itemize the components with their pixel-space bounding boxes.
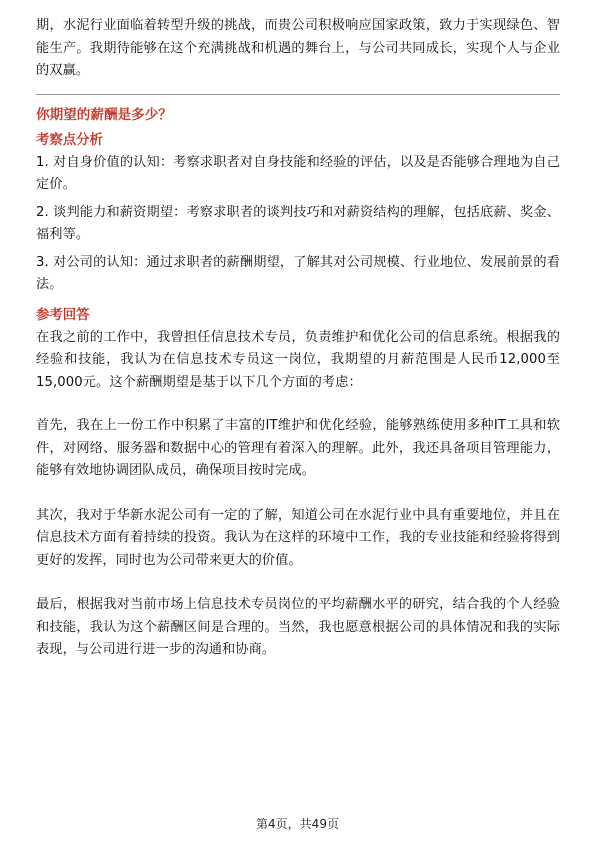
question-heading: 你期望的薪酬是多少？	[36, 106, 172, 123]
section-divider	[36, 94, 560, 95]
answer-title: 参考回答	[36, 307, 90, 323]
page-content	[36, 15, 560, 662]
intro-paragraph: 期，水泥行业面临着转型升级的挑战，而贵公司积极响应国家政策，致力于实现绿色、智能生产。我期待能够在这个充满挑战和机遇的舞台上，与公司共同成长，实现个人与企业的双赢。	[36, 18, 560, 78]
answer-paragraph: 首先，我在上一份工作中积累了丰富的IT维护和优化经验，能够熟练使用多种IT工具和软件，对网络、服务器和数据中心的管理有着深入的理解。此外，我还具备项目管理能力，能够有效地协调团队成员，确保项目按时完成。	[36, 418, 560, 478]
analysis-title: 考察点分析	[36, 132, 103, 148]
answer-body	[36, 327, 560, 662]
page-number-footer: 第4页，共49页	[256, 817, 339, 831]
answer-paragraph: 最后，根据我对当前市场上信息技术专员岗位的平均薪酬水平的研究，结合我的个人经验和技能，我认为这个薪酬区间是合理的。当然，我也愿意根据公司的具体情况和我的实际表现，与公司进行进一步的沟通和协商。	[36, 597, 560, 657]
analysis-item: 1. 对自身价值的认知：考察求职者对自身技能和经验的评估，以及是否能够合理地为自己定价。	[36, 154, 560, 192]
analysis-item: 2. 谈判能力和薪资期望：考察求职者的谈判技巧和对薪资结构的理解，包括底薪、奖金、福利等。	[36, 204, 560, 242]
analysis-item: 3. 对公司的认知：通过求职者的薪酬期望，了解其对公司规模、行业地位、发展前景的看法。	[36, 254, 560, 292]
analysis-list	[36, 152, 560, 297]
answer-paragraph: 其次，我对于华新水泥公司有一定的了解，知道公司在水泥行业中具有重要地位，并且在信息技术方面有着持续的投资。我认为在这样的环境中工作，我的专业技能和经验将得到更好的发挥，同时也为公司带来更大的价值。	[36, 507, 560, 568]
answer-paragraph: 在我之前的工作中，我曾担任信息技术专员，负责维护和优化公司的信息系统。根据我的经验和技能，我认为在信息技术专员这一岗位，我期望的月薪范围是人民币12,000至15,000元。这个薪酬期望是基于以下几个方面的考虑：	[36, 329, 560, 390]
